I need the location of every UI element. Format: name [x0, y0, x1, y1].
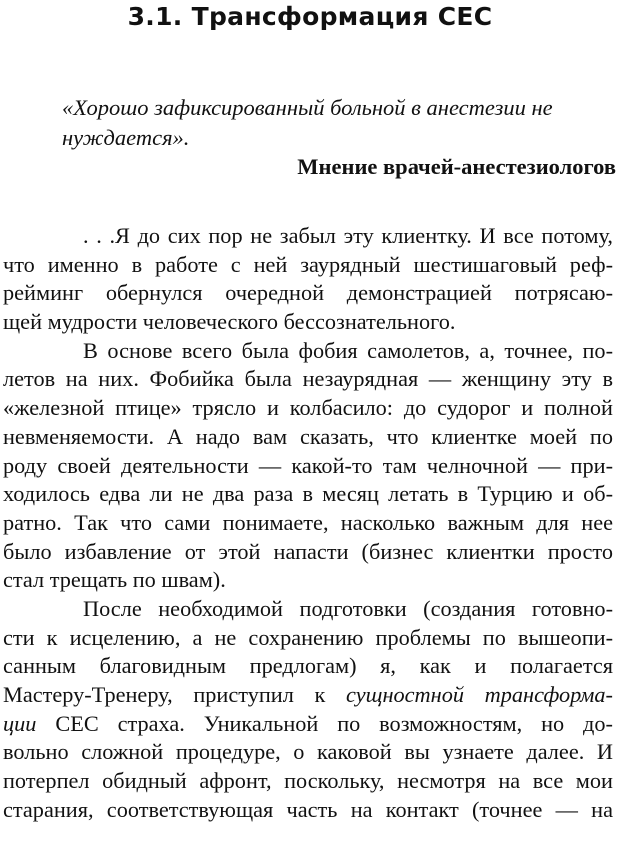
text-line: что именно в работе с ней заурядный шестишаговый реф- — [3, 251, 613, 277]
text-line-with-italic — [3, 681, 613, 710]
text-line: ратно. Так что сами понимаете, насколько важным для нее — [3, 509, 613, 535]
text-fragment: по возможностям, но до- — [318, 710, 613, 736]
text-line: В основе всего была фобия самолетов, а, точнее, по- — [83, 337, 613, 363]
text-line: . . .Я до сих пор не забыл эту клиентку. И все потому, — [83, 223, 613, 248]
italic-term: сущностной трансформа- — [345, 682, 613, 707]
text-line: было избавление от этой напасти (бизнес клиентки просто — [3, 538, 613, 564]
epigraph-quote-line-2: нуждается». — [62, 125, 190, 150]
text-line: роду своей деятельности — какой-то там челночной — при- — [3, 452, 613, 478]
text-line: щей мудрости человеческого бессознательного. — [3, 309, 456, 335]
epigraph-quote-line-1: «Хорошо зафиксированный больной в анестезии не — [62, 95, 553, 120]
text-line: невменяемости. А надо вам сказать, что клиентке моей по — [3, 423, 613, 449]
paragraph-2 — [3, 337, 613, 595]
text-line: «железной птице» трясло и колбасило: до судорог и полной — [3, 395, 613, 421]
text-line-with-italic — [3, 710, 613, 739]
text-line: летов на них. Фобийка была незаурядная — женщину эту в — [3, 366, 613, 392]
text-fragment: Мастеру-Тренеру, приступил к — [3, 682, 346, 707]
text-line: санным благовидным предлогам) я, как и полагается — [3, 653, 613, 679]
text-line: потерпел обидный афронт, поскольку, несмотря на все мои — [3, 768, 613, 794]
section-heading: 3.1. Трансформация СЕС — [127, 2, 493, 31]
text-line: стал трещать по швам). — [3, 567, 226, 593]
text-line: ходилось едва ли не два раза в месяц летать в Турцию и об- — [3, 481, 613, 507]
italic-term: ции — [3, 710, 37, 736]
text-line: сти к исцелению, а не сохранению проблемы по вышеопи- — [3, 624, 613, 650]
text-fragment: СЕС страха. Уникальной — [36, 710, 319, 736]
text-line: После необходимой подготовки (создания готовно- — [83, 595, 613, 621]
paragraph-3 — [3, 595, 613, 825]
epigraph-attribution: Мнение врачей-анестезиологов — [297, 154, 616, 179]
body-text — [3, 222, 613, 824]
text-line: старания, соответствующая часть на контакт (точнее — на — [3, 796, 613, 822]
paragraph-1 — [3, 222, 613, 337]
epigraph-quote — [62, 93, 620, 153]
text-line: рейминг обернулся очередной демонстрацией потрясаю- — [3, 280, 613, 306]
text-line: вольно сложной процедуре, о каковой вы узнаете далее. И — [3, 739, 613, 765]
